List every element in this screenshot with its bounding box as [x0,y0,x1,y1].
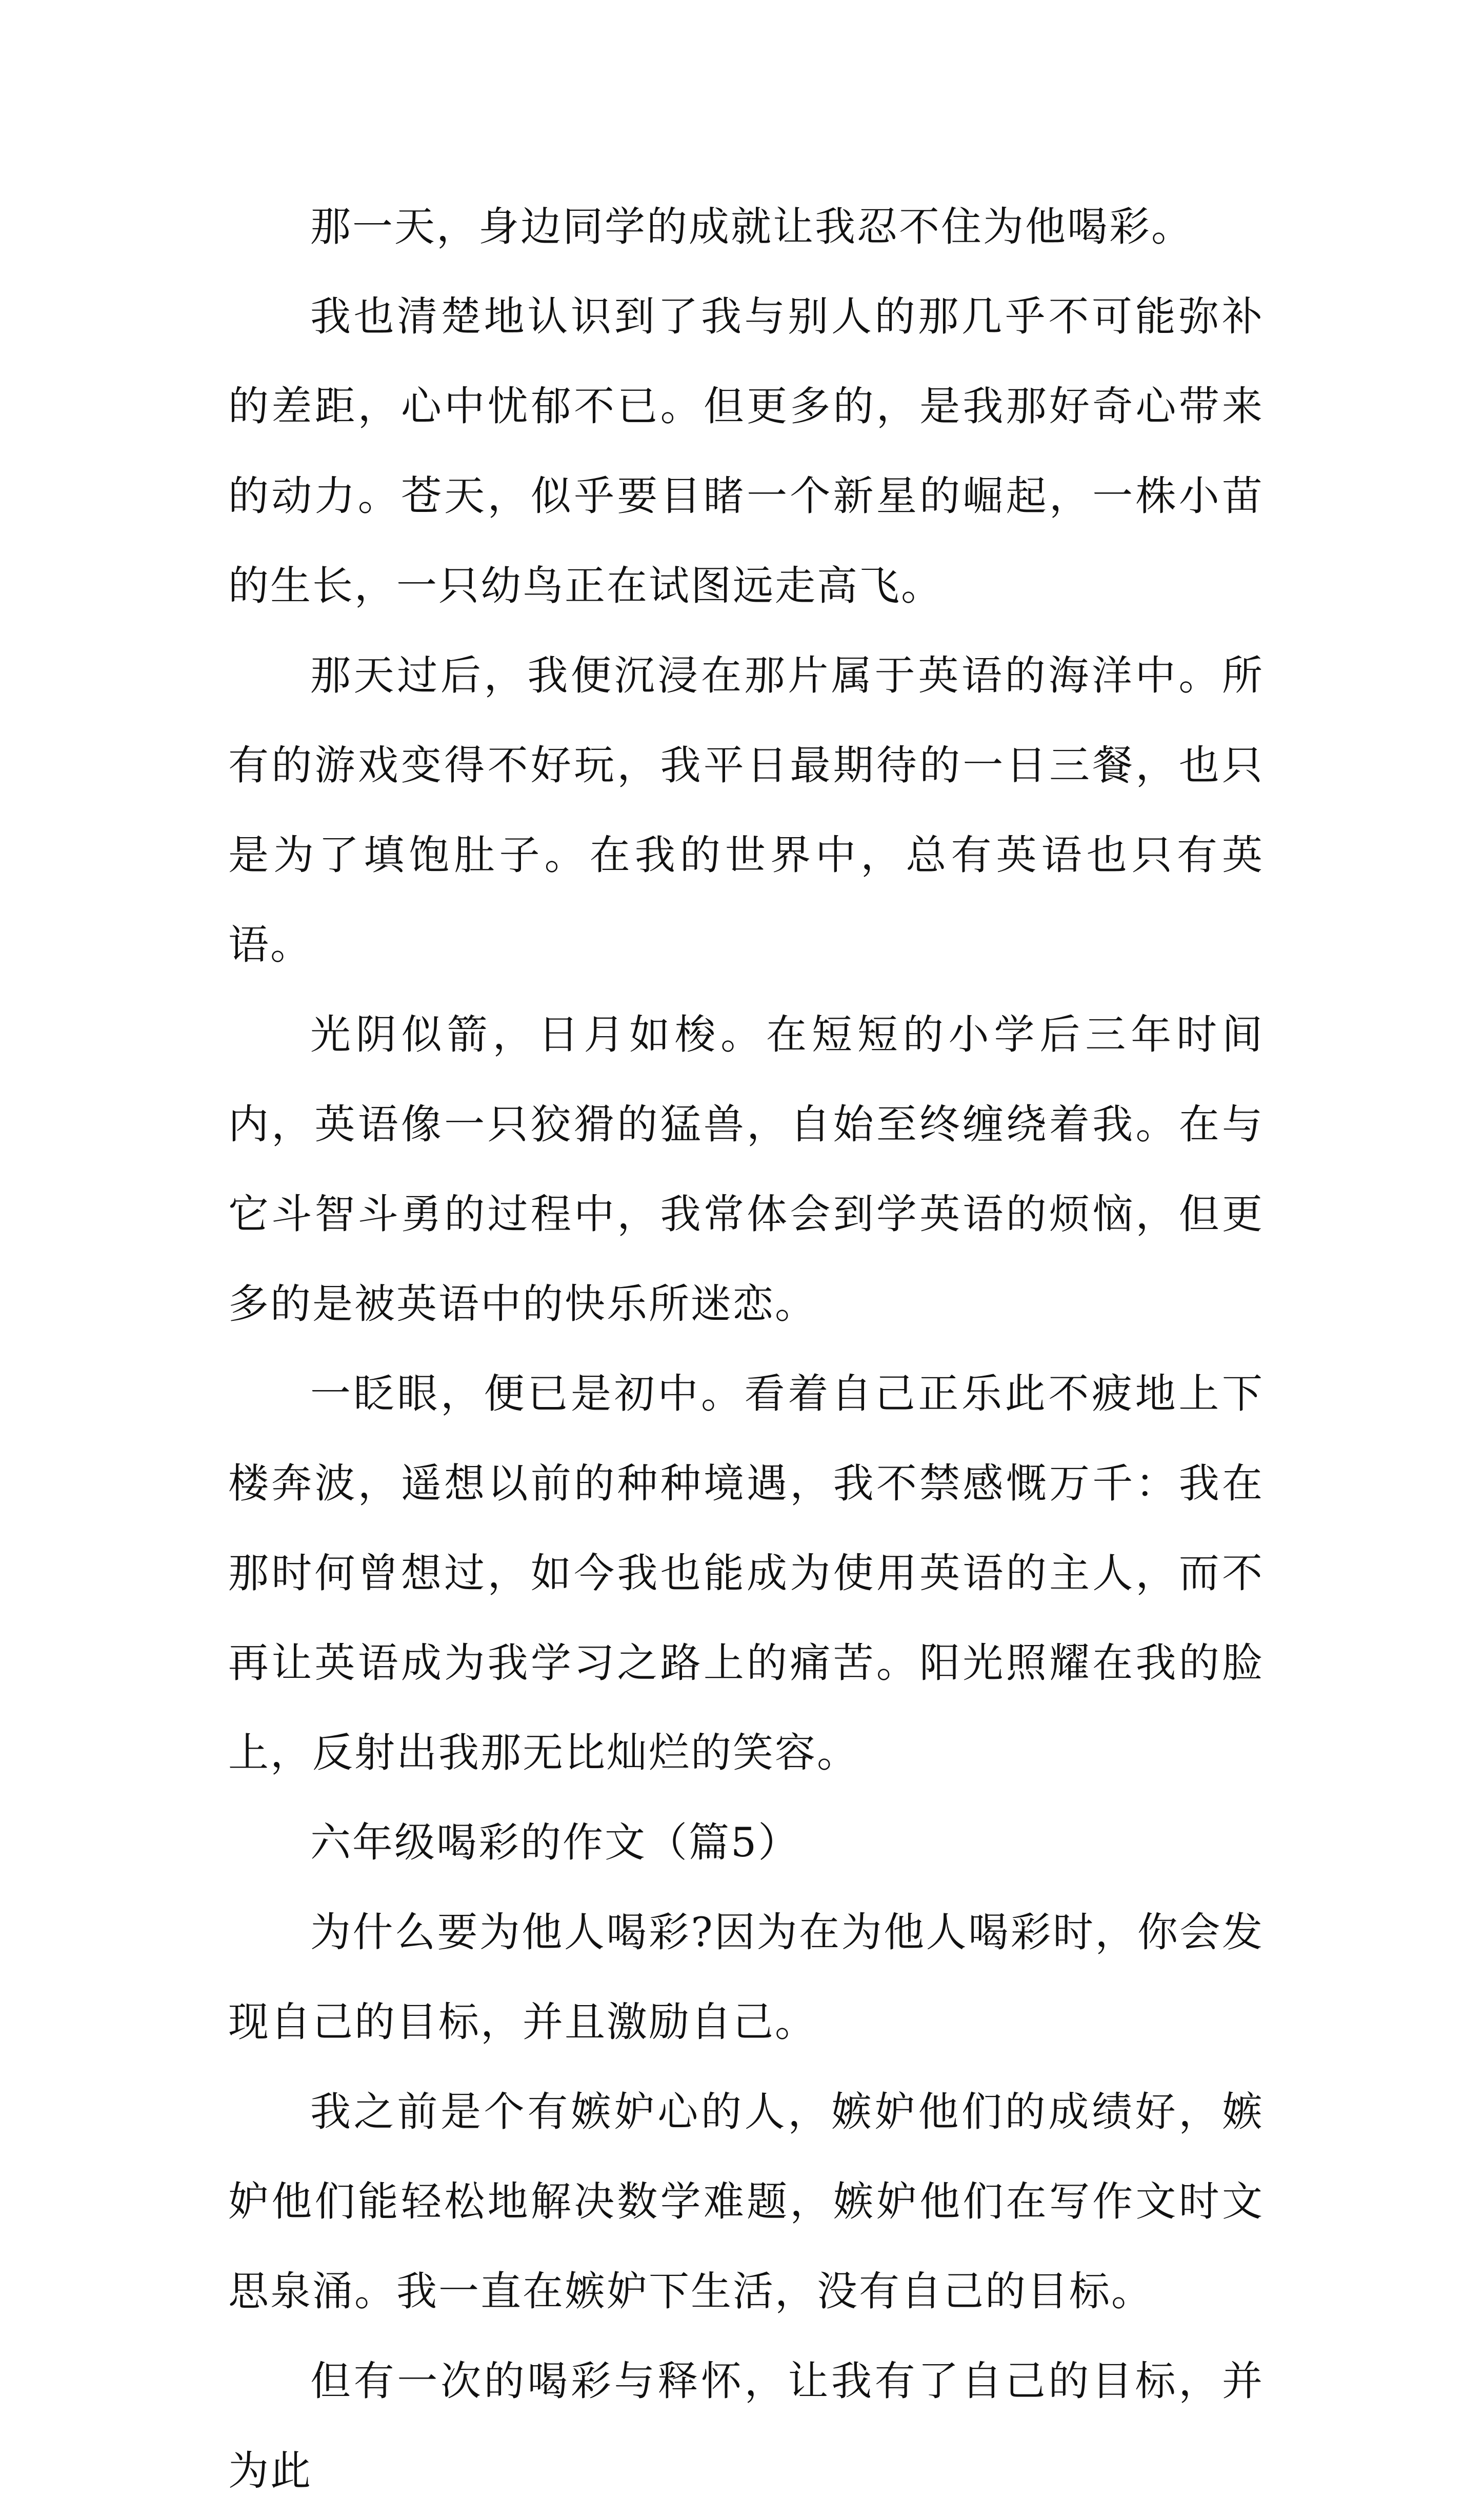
paragraph: 一眨眼，便已是初中。看着自己正乐此不疲地上下楼奔波，遥想以前的种种境遇，我不禁感慨万千：我在那时何曾想过，如今我也能成为使用英语的主人，而不再让英语成为我学习之路上的痛苦。阳光照耀在我的脸上，反射出我那无比灿烂的笑容。 [228,1370,1264,1776]
paragraph: 光阴似箭，日月如梭。在短短的小学后三年时间内，英语像一只狡猾的猛兽，自始至终缠绕着我。在与它斗智斗勇的过程中，我常体会到学英语的烦恼，但更多的是被英语中的快乐所迷恋。 [228,1011,1264,1328]
paragraph: 我也清楚地认识到了我与别人的那几乎不可能弥补的差距，心中忧郁不已。但更多的，是我那好奇心带来的动力。苍天，似乎要目睹一个新星的崛起，一株小苗的生长，一只幼鸟正在试图远走高飞。 [228,293,1264,609]
paragraph: 那一天，身边同学的成就让我忍不住为他喝彩。 [310,203,1193,250]
paragraph: 那天过后，我便沉浸在那片属于英语的海洋中。所有的游戏变得不好玩，我平日最期待的一日三餐，也只是为了填饱肚子。在我的世界中，总有英语也只有英语。 [228,652,1264,968]
document-body [228,182,1264,2516]
paragraph: 但有一次的喝彩与释怀，让我有了自己的目标，并为此 [228,2357,1264,2494]
section-heading: 六年级喝彩的作文（篇5） [310,1819,800,1866]
paragraph: 我之前是个有嫉妒心的人，嫉妒他们的成绩好，嫉妒他们能轻松地解决数学难题，嫉妒他们在写作文时文思泉涌。我一直在嫉妒下生活，没有自己的目标。 [228,2088,1264,2315]
paragraph: 为什么要为他人喝彩?因为在为他人喝彩时，你会发现自己的目标，并且激励自己。 [228,1909,1264,2046]
